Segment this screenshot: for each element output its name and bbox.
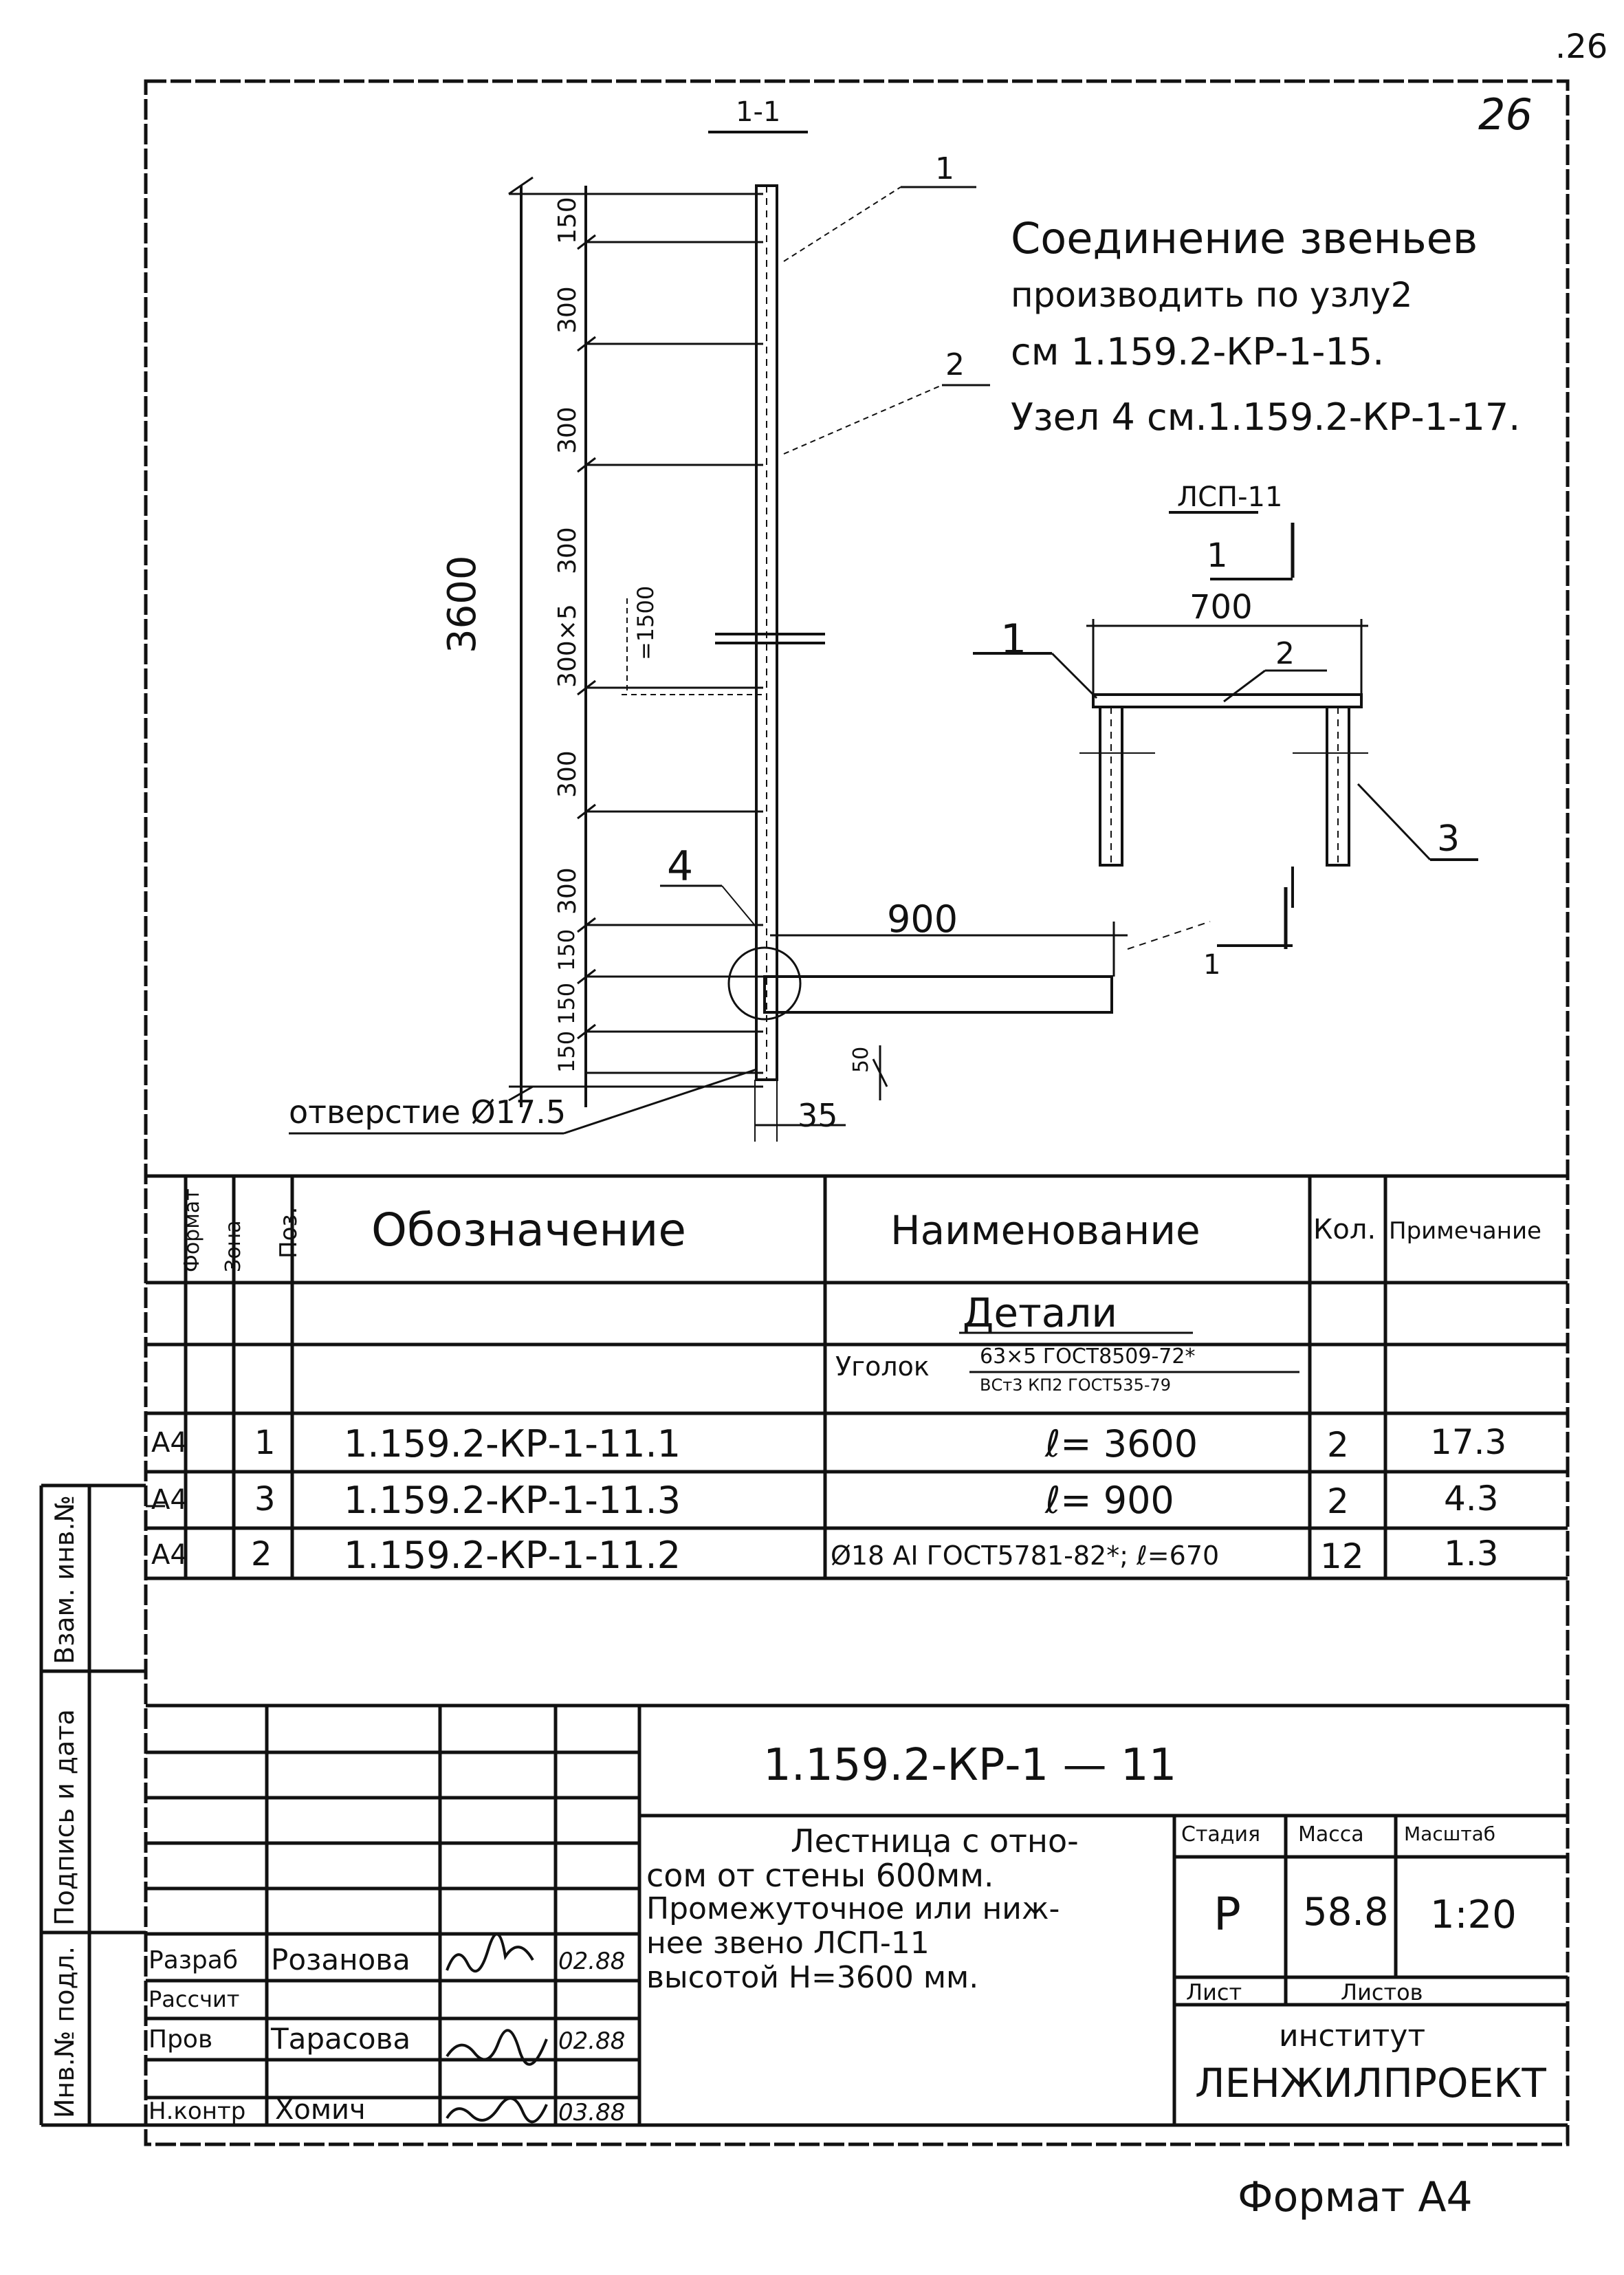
header-name: Наименование bbox=[890, 1207, 1200, 1254]
row3-name: Ø18 АI ГОСТ5781-82*; ℓ=670 bbox=[831, 1541, 1220, 1571]
dim-horizontal: 900 bbox=[887, 897, 958, 941]
document-code: 1.159.2-КР-1 — 11 bbox=[763, 1740, 1177, 1791]
staff-role-3: Пров bbox=[149, 2025, 213, 2054]
row2-format: А4 bbox=[151, 1484, 188, 1516]
dim-seg-5: 300×5 bbox=[553, 604, 582, 688]
dim-seg-9: 150 bbox=[553, 982, 580, 1025]
dim-seg-10: 150 bbox=[553, 1030, 580, 1073]
row3-designation: 1.159.2-КР-1-11.2 bbox=[344, 1534, 681, 1577]
material-prefix: Уголок bbox=[835, 1351, 930, 1382]
row1-note: 17.3 bbox=[1430, 1422, 1507, 1462]
sheet-number: 26 bbox=[1478, 89, 1533, 140]
row3-qty: 12 bbox=[1320, 1536, 1364, 1576]
header-designation: Обозначение bbox=[371, 1204, 686, 1256]
dim-inner: =1500 bbox=[633, 585, 659, 660]
scale-value: 1:20 bbox=[1430, 1893, 1517, 1937]
row1-designation: 1.159.2-КР-1-11.1 bbox=[344, 1422, 681, 1466]
staff-name-3: Тарасова bbox=[271, 2022, 411, 2056]
stamp-inv-dup: Взам. инв.№ bbox=[50, 1495, 80, 1664]
row1-pos: 1 bbox=[254, 1424, 276, 1462]
section-title: Детали bbox=[963, 1289, 1118, 1336]
dim-seg-7: 300 bbox=[553, 867, 582, 915]
dim-seg-3: 300 bbox=[553, 406, 582, 454]
stamp-inv-orig: Инв.№ подл. bbox=[50, 1946, 80, 2118]
staff-date-3: 02.88 bbox=[558, 2027, 626, 2055]
signature-norm-control bbox=[447, 2098, 547, 2122]
mass-value: 58.8 bbox=[1303, 1890, 1389, 1935]
section-label: 1-1 bbox=[736, 96, 781, 128]
row3-format: А4 bbox=[151, 1539, 188, 1571]
pos-4-label: 4 bbox=[667, 842, 694, 891]
staff-name-1: Розанова bbox=[271, 1943, 410, 1977]
hole-label: отверстие Ø17.5 bbox=[289, 1093, 567, 1131]
desc-line-4: нее звено ЛСП-11 bbox=[646, 1926, 930, 1961]
mass-header: Масса bbox=[1298, 1822, 1364, 1847]
header-qty: Кол. bbox=[1313, 1214, 1376, 1245]
dim-seg-1: 150 bbox=[553, 197, 582, 244]
dim-offset-bottom: 35 bbox=[798, 1097, 838, 1134]
plan-width: 700 bbox=[1189, 588, 1253, 627]
row1-format: А4 bbox=[151, 1427, 188, 1459]
plan-label: ЛСП-11 bbox=[1177, 481, 1283, 513]
desc-line-1: Лестница с отно- bbox=[791, 1822, 1079, 1860]
header-note: Примечание bbox=[1389, 1217, 1541, 1245]
pos-2-label: 2 bbox=[945, 347, 965, 382]
signature-developer bbox=[447, 1934, 533, 1971]
plan-pos-3: 3 bbox=[1437, 818, 1460, 860]
sheet-number-corner: .26 bbox=[1555, 28, 1608, 66]
staff-role-2: Рассчит bbox=[149, 1986, 240, 2012]
row2-note: 4.3 bbox=[1444, 1479, 1499, 1519]
institute-line-2: ЛЕНЖИЛПРОЕКТ bbox=[1195, 2060, 1546, 2107]
staff-date-4: 03.88 bbox=[558, 2099, 626, 2126]
dim-seg-4: 300 bbox=[553, 527, 582, 574]
format-label: Формат А4 bbox=[1238, 2173, 1473, 2221]
row2-qty: 2 bbox=[1327, 1481, 1349, 1521]
note-line-4: Узел 4 см.1.159.2-КР-1-17. bbox=[1011, 395, 1521, 439]
plan-pos-2: 2 bbox=[1275, 636, 1295, 671]
note-line-3: см 1.159.2-КР-1-15. bbox=[1011, 330, 1385, 373]
dim-total: 3600 bbox=[440, 555, 485, 653]
stage-value: Р bbox=[1214, 1888, 1241, 1941]
note-line-1: Соединение звеньев bbox=[1011, 213, 1478, 263]
sheet-label: Лист bbox=[1186, 1979, 1242, 2005]
staff-name-4: Хомич bbox=[275, 2094, 366, 2126]
plan-pos-1: 1 bbox=[1000, 616, 1027, 664]
row3-pos: 2 bbox=[251, 1535, 272, 1574]
header-pos: Поз. bbox=[275, 1206, 303, 1259]
stage-header: Стадия bbox=[1181, 1822, 1261, 1847]
row2-name: ℓ= 900 bbox=[1045, 1479, 1174, 1522]
section-cut-mark: 1 bbox=[1203, 949, 1221, 981]
scale-header: Масштаб bbox=[1404, 1822, 1496, 1845]
material-top: 63×5 ГОСТ8509-72* bbox=[980, 1345, 1196, 1369]
staff-date-1: 02.88 bbox=[558, 1948, 626, 1975]
sheets-label: Листов bbox=[1341, 1979, 1423, 2005]
plan-cut-mark: 1 bbox=[1207, 536, 1228, 575]
dim-seg-6: 300 bbox=[553, 750, 582, 798]
header-format: Формат bbox=[180, 1188, 204, 1272]
header-zone: Зона bbox=[221, 1220, 245, 1272]
staff-role-1: Разраб bbox=[149, 1946, 239, 1974]
desc-line-5: высотой Н=3600 мм. bbox=[646, 1960, 979, 1995]
row3-note: 1.3 bbox=[1444, 1534, 1499, 1574]
pos-1-label: 1 bbox=[935, 151, 954, 186]
dim-offset-small: 50 bbox=[849, 1046, 873, 1073]
desc-line-3: Промежуточное или ниж- bbox=[646, 1891, 1060, 1926]
stamp-sign-date: Подпись и дата bbox=[50, 1709, 80, 1926]
material-bottom: ВСт3 КП2 ГОСТ535-79 bbox=[980, 1375, 1172, 1395]
row2-pos: 3 bbox=[254, 1480, 276, 1519]
row1-qty: 2 bbox=[1327, 1425, 1349, 1465]
institute-line-1: институт bbox=[1279, 2018, 1426, 2054]
dim-seg-2: 300 bbox=[553, 286, 582, 334]
row2-designation: 1.159.2-КР-1-11.3 bbox=[344, 1479, 681, 1522]
staff-role-4: Н.контр bbox=[149, 2098, 246, 2125]
desc-line-2: сом от стены 600мм. bbox=[646, 1857, 994, 1894]
dim-seg-8: 150 bbox=[553, 928, 580, 971]
note-line-2: производить по узлу2 bbox=[1011, 275, 1413, 315]
row1-name: ℓ= 3600 bbox=[1045, 1422, 1198, 1466]
